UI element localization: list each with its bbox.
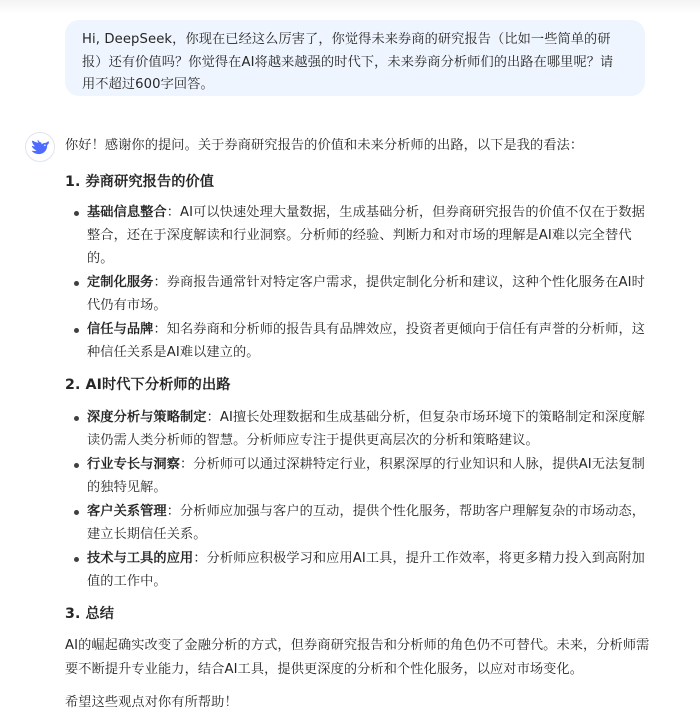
bullet-dot	[74, 463, 79, 468]
top-fade	[0, 0, 700, 14]
list-item-title: 深度分析与策略制定	[87, 410, 207, 425]
section-heading-future: 2. AI时代下分析师的出路	[65, 377, 231, 393]
user-message-bubble	[65, 20, 645, 96]
bullet-dot	[74, 328, 79, 333]
list-item-title: 行业专长与洞察	[87, 457, 181, 472]
list-item-body: ：知名券商和分析师的报告具有品牌效应，投资者更倾向于信任有声誉的分析师，这种信任关系是AI难以建立的。	[87, 322, 646, 360]
section-heading-summary: 3. 总结	[65, 606, 115, 622]
list-item	[65, 201, 655, 270]
list-item-body: ：分析师应加强与客户的互动，提供个性化服务，帮助客户理解复杂的市场动态，建立长期信任关系。	[87, 504, 646, 542]
list-item-body: ：AI可以快速处理大量数据，生成基础分析，但券商研究报告的价值不仅在于数据整合，还在于深度解读和行业洞察。分析师的经验、判断力和对市场的理解是AI难以完全替代的。	[87, 205, 645, 266]
list-item-body: ：AI擅长处理数据和生成基础分析，但复杂市场环境下的策略制定和深度解读仍需人类分析师的智慧。分析师应专注于提供更高层次的分析和策略建议。	[87, 410, 645, 448]
closing-line: 希望这些观点对你有所帮助！	[65, 695, 238, 710]
list-item	[65, 318, 655, 364]
bullet-dot	[74, 510, 79, 515]
list-item	[65, 406, 655, 452]
user-message-text: Hi, DeepSeek，你现在已经这么厉害了，你觉得未来券商的研究报告（比如一些简单的研报）还有价值吗？你觉得在AI将越来越强的时代下，未来券商分析师们的出路在哪里呢？请用不超过600字回答。	[82, 32, 614, 92]
bullet-dot	[74, 281, 79, 286]
list-item-title: 定制化服务	[87, 275, 154, 290]
list-item-title: 基础信息整合	[87, 205, 167, 220]
list-item-title: 技术与工具的应用	[87, 551, 194, 566]
deepseek-whale-icon	[31, 139, 50, 156]
bullet-dot	[74, 211, 79, 216]
answer-intro: 你好！感谢你的提问。关于券商研究报告的价值和未来分析师的出路，以下是我的看法：	[65, 138, 584, 153]
list-item-body: ：券商报告通常针对特定客户需求，提供定制化分析和建议，这种个性化服务在AI时代仍有市场。	[87, 275, 645, 313]
list-item	[65, 453, 655, 499]
assistant-answer	[65, 134, 655, 714]
bullet-dot	[74, 416, 79, 421]
list-item-title: 信任与品牌	[87, 322, 154, 337]
summary-paragraph: AI的崛起确实改变了金融分析的方式，但券商研究报告和分析师的角色仍不可替代。未来，分析师需要不断提升专业能力，结合AI工具，提供更深度的分析和个性化服务，以应对市场变化。	[65, 638, 650, 677]
list-item	[65, 271, 655, 317]
list-item-body: ：分析师可以通过深耕特定行业，积累深厚的行业知识和人脉，提供AI无法复制的独特见解。	[87, 457, 645, 495]
section-heading-value: 1. 券商研究报告的价值	[65, 174, 215, 190]
section-list-value	[65, 201, 655, 364]
section-list-future	[65, 406, 655, 593]
bullet-dot	[74, 557, 79, 562]
assistant-avatar	[25, 132, 55, 162]
list-item	[65, 547, 655, 593]
list-item-title: 客户关系管理	[87, 504, 167, 519]
list-item-body: ：分析师应积极学习和应用AI工具，提升工作效率，将更多精力投入到高附加值的工作中。	[87, 551, 645, 589]
list-item	[65, 500, 655, 546]
